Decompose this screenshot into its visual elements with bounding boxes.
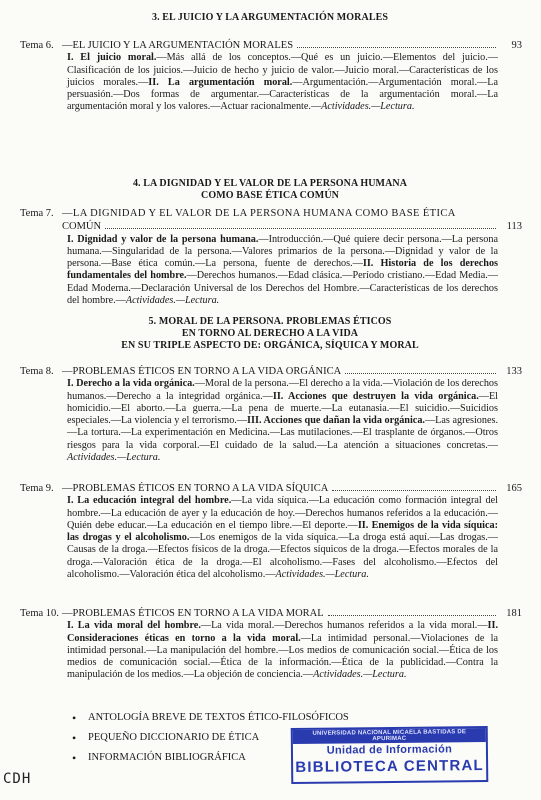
body-text: —Moral de la persona.—El derecho a la vida.—Violación de los derechos humanos.—Derecho a la integridad orgánica.— [67,378,498,402]
body-text: —La vida síquica.—La educación como formación integral del hombre.—La educación de ayer y la educación de hoy.—Derechos humanos referidos a la educación.—Quién debe educar.—La educación en el tiempo libre.—El deporte.— [67,495,498,531]
body-text: —El homicidio.—El aborto.—La guerra.—La pena de muerte.—La eutanasia.—El suicidio.—Suicidios especiales.—La violencia y el terrorismo.— [67,390,498,427]
section-heading-5 [20,316,520,352]
page-number: 93 [511,40,522,51]
tema-body [20,620,522,681]
tema-9 [20,482,522,581]
tema-title: —LA DIGNIDAD Y EL VALOR DE LA PERSONA HUMANA COMO BASE ÉTICA [62,208,456,219]
body-text: —Introducción.—Qué quiere decir persona.—La persona humana.—Singularidad de la persona.—Valores primarios de la persona.—Dignidad y valor de la persona.—Base ética común.—La persona, fuente de derechos.— [67,233,498,270]
leader-dots [328,607,496,616]
activities-text: Actividades.—Lectura. [125,295,220,307]
leader-dots [105,220,496,229]
body-text: —La vida moral.—Derechos humanos referidos a la vida moral.— [200,620,488,632]
subsection-title: II. Enemigos de la vida síquica: las drogas y el alcoholismo. [67,519,498,544]
tema-7 [20,208,522,307]
page-number: 181 [506,608,522,619]
body-text: —Derechos humanos.—Edad clásica.—Período cristiano.—Edad Media.—Edad Moderna.—Declaración Universal de los Derechos del Hombre.—Características de los derechos del hombre.— [67,270,498,307]
body-text: —La intimidad personal.—Violaciones de la intimidad personal.—La manipulación del hombre.—Los medios de comunicación social.—Ética de los medios de comunicación social.—Ética de la información.—Ética de la publicidad.—Contra la manipulación de los medios.—La objeción de conciencia.— [67,632,498,681]
leader-dots [297,39,496,48]
tema-header [20,482,522,495]
subsection-title: II. Historia de los derechos fundamentales del hombre. [67,258,498,282]
tema-title: —PROBLEMAS ÉTICOS EN TORNO A LA VIDA ORGÁNICA [62,366,342,377]
section-heading-line: 4. LA DIGNIDAD Y EL VALOR DE LA PERSONA HUMANA [132,178,408,189]
tema-label: Tema 8. [20,366,54,377]
body-text: —Argumentación.—Argumentación moral.—La persuasión.—Dos formas de argumentar.—Características de la argumentación moral.—La argumentación moral y los valores.—Actuar racionalmente.— [67,76,498,113]
tema-body [20,234,522,308]
leader-dots [332,482,496,491]
bullet-icon: • [72,731,77,745]
tema-title: —PROBLEMAS ÉTICOS EN TORNO A LA VIDA MORAL [62,608,324,619]
subsection-title: II. Acciones que destruyen la vida orgánica. [272,390,479,402]
stamp-unit: Unidad de Información [326,743,453,757]
page-number: 113 [506,221,522,233]
subsection-title: II. Consideraciones éticas en torno a la vida moral. [67,620,498,644]
subsection-title: I. La vida moral del hombre. [67,620,201,632]
subsection-title: II. La argumentación moral. [148,76,293,88]
activities-text: Actividades.—Lectura. [321,101,415,113]
tema-body [20,52,522,113]
appendix-label: INFORMACIÓN BIBLIOGRÁFICA [88,752,246,763]
body-text: —Los enemigos de la vida síquica.—La droga está aquí.—Las drogas.—Causas de la droga.—Efectos físicos de la droga.—Efectos síquicos de la droga.—Efectos morales de la droga.—Valoración ética de la droga.—El alcoholismo.—Fases del alcoholismo.—Efectos del alcoholismo.—Valoración ética del alcoholismo.— [67,532,498,581]
stamp-institution: UNIVERSIDAD NACIONAL MICAELA BASTIDAS DE APURIMAC [293,728,486,744]
page-number: 133 [506,366,522,377]
section-heading-line: COMO BASE ÉTICA COMÚN [201,190,339,201]
subsection-title: I. El juicio moral. [67,52,157,64]
subsection-title: I. Dignidad y valor de la persona humana. [67,233,259,245]
library-stamp [291,726,489,784]
page-number: 165 [506,483,522,494]
tema-body [20,495,522,581]
handwritten-mark: CDH [3,771,32,787]
tema-label: Tema 10. [20,608,59,619]
tema-body [20,378,522,464]
section-heading-4 [20,178,520,202]
section-heading-line: EN TORNO AL DERECHO A LA VIDA [181,328,359,339]
section-heading-line: 5. MORAL DE LA PERSONA. PROBLEMAS ÉTICOS [148,316,392,327]
tema-label: Tema 9. [20,483,54,494]
subsection-title: I. La educación integral del hombre. [67,495,232,507]
body-text: —Más allá de los conceptos.—Qué es un juicio.—Elementos del juicio.—Clasificación de los juicios.—Juicio de hecho y juicio de valor.—Juicio moral.—Características de los juicios morales.— [67,52,498,88]
tema-header [20,39,522,52]
tema-label: Tema 6. [20,40,54,51]
bullet-icon: • [72,711,77,725]
section-heading-line: EN SU TRIPLE ASPECTO DE: ORGÁNICA, SÍQUICA Y MORAL [121,340,419,351]
section-heading-line: 3. EL JUICIO Y LA ARGUMENTACIÓN MORALES [151,12,389,23]
activities-text: Actividades.—Lectura. [67,452,161,464]
tema-header-cont [20,220,522,233]
tema-header [20,208,522,220]
tema-6 [20,39,522,114]
tema-header [20,607,522,620]
tema-title: —PROBLEMAS ÉTICOS EN TORNO A LA VIDA SÍQUICA [62,483,329,494]
tema-8 [20,365,522,464]
stamp-library: BIBLIOTECA CENTRAL [295,757,484,776]
tema-label: Tema 7. [20,208,54,219]
appendix-item-antologia [72,708,349,728]
section-heading-3 [20,12,520,24]
activities-text: Actividades.—Lectura. [313,669,407,681]
subsection-title: I. Derecho a la vida orgánica. [67,378,195,390]
tema-header [20,365,522,378]
appendix-label: ANTOLOGÍA BREVE DE TEXTOS ÉTICO-FILOSÓFICOS [88,712,349,723]
body-text: —Las agresiones.—La tortura.—La experimentación en Medicina.—Las mutilaciones.—El trasplante de órganos.—Otros riesgos para la vida corporal.—El cuidado de la salud.—La atención a situaciones concretas.— [67,415,499,451]
bullet-icon: • [72,751,77,765]
tema-10 [20,607,522,682]
activities-text: Actividades.—Lectura. [275,569,369,581]
subsection-title: III. Acciones que dañan la vida orgánica. [247,415,425,427]
tema-title: —EL JUICIO Y LA ARGUMENTACIÓN MORALES [62,40,294,51]
tema-title-cont: COMÚN [62,221,102,233]
leader-dots [345,365,496,374]
appendix-label: PEQUEÑO DICCIONARIO DE ÉTICA [88,732,260,743]
